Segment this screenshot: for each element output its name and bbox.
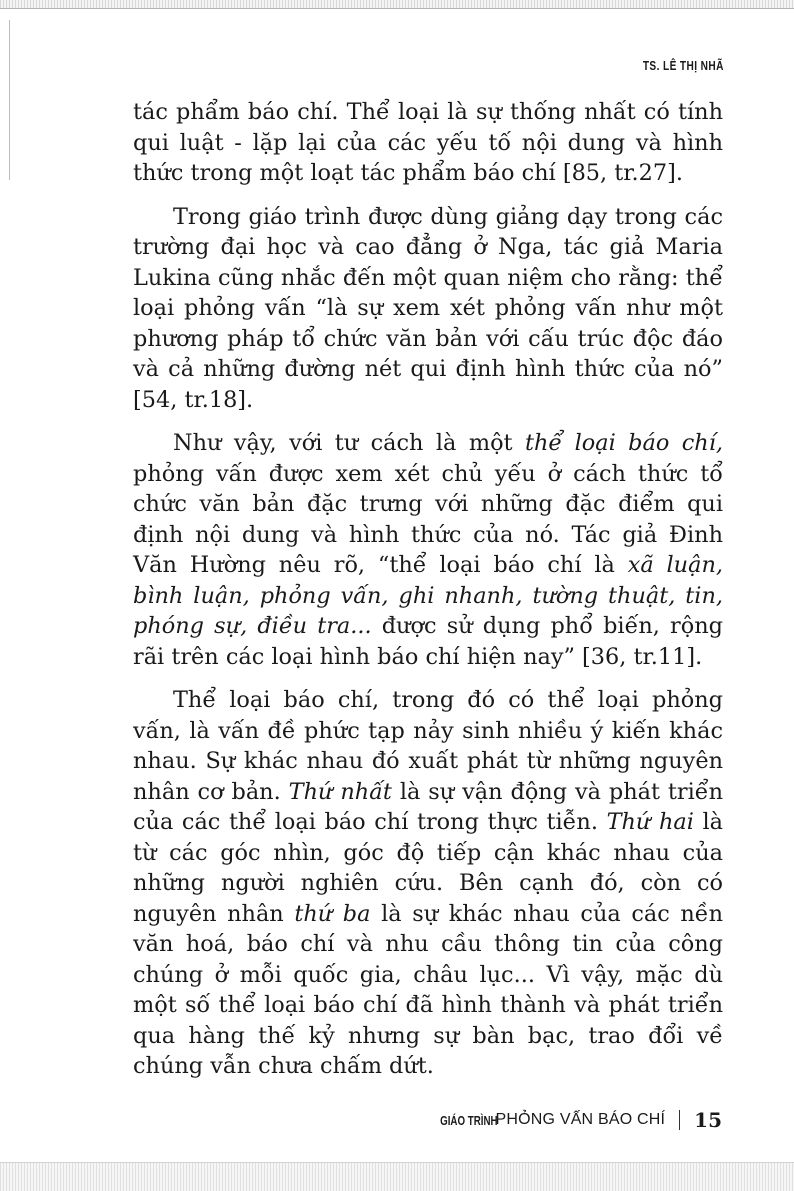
italic-run: thể loại báo chí, bbox=[524, 430, 723, 456]
text-run: là từ các góc nhìn, góc độ tiếp cận khác nhau của những người nghiên cứu. Bên cạnh đó, còn có nguyên nhân bbox=[133, 809, 723, 927]
paragraph bbox=[133, 202, 723, 416]
running-head: TS. LÊ THỊ NHÃ bbox=[643, 58, 724, 73]
italic-run: Thứ nhất bbox=[288, 778, 392, 805]
paragraph bbox=[133, 685, 723, 1082]
scan-edge-bottom bbox=[0, 1162, 794, 1191]
scan-margin-line bbox=[9, 20, 10, 180]
text-run: là sự vận động và phát triển của các thể loại báo chí trong thực tiễn. bbox=[133, 778, 723, 835]
paragraph bbox=[133, 97, 723, 189]
text-run: Trong giáo trình được dùng giảng dạy trong các trường đại học và cao đẳng ở Nga, tác giả Maria Lukina cũng nhắc đến một quan niệm cho rằng: thể loại phỏng vấn “là sự xem xét phỏng vấn như một phương pháp tổ chức văn bản với cấu trúc độc đáo và cả những đường nét qui định hình thức của nó” [54, tr.18]. bbox=[133, 203, 723, 413]
text-run: tác phẩm báo chí. Thể loại là sự thống nhất có tính qui luật - lặp lại của các yếu tố nội dung và hình thức trong một loạt tác phẩm báo chí [85, tr.27]. bbox=[133, 99, 723, 186]
page-footer bbox=[421, 1108, 722, 1132]
footer-book-title: PHỎNG VẤN BÁO CHÍ bbox=[495, 1111, 666, 1128]
page-number: 15 bbox=[694, 1108, 722, 1132]
scan-edge-top bbox=[0, 0, 794, 9]
footer-series-label: GIÁO TRÌNH bbox=[440, 1112, 498, 1128]
italic-run: Thứ hai bbox=[606, 809, 694, 835]
paragraph bbox=[133, 428, 723, 672]
text-run: Như vậy, với tư cách là một bbox=[173, 430, 525, 456]
text-run: Thể loại báo chí, trong đó có thể loại phỏng vấn, là vấn đề phức tạp nảy sinh nhiều ý kiến khác nhau. Sự khác nhau đó xuất phát từ những nguyên nhân cơ bản. bbox=[133, 687, 723, 805]
footer-divider bbox=[679, 1110, 680, 1130]
italic-run: xã luận, bình luận, phỏng vấn, ghi nhanh, tường thuật, tin, phóng sự, điều tra... bbox=[133, 552, 723, 639]
text-run: phỏng vấn được xem xét chủ yếu ở cách thức tổ chức văn bản đặc trưng với những đặc điểm qui định nội dung và hình thức của nó. Tác giả Đinh Văn Hường nêu rõ, “thể loại báo chí là bbox=[133, 460, 723, 578]
text-run: được sử dụng phổ biến, rộng rãi trên các loại hình báo chí hiện nay” [36, tr.11]. bbox=[133, 613, 723, 670]
text-run: là sự khác nhau của các nền văn hoá, báo chí và nhu cầu thông tin của công chúng ở mỗi quốc gia, châu lục... Vì vậy, mặc dù một số thể loại báo chí đã hình thành và phát triển qua hàng thế kỷ nhưng sự bàn bạc, trao đổi về chúng vẫn chưa chấm dứt. bbox=[133, 900, 724, 1079]
body-text bbox=[133, 97, 723, 1095]
italic-run: thứ ba bbox=[294, 900, 371, 927]
